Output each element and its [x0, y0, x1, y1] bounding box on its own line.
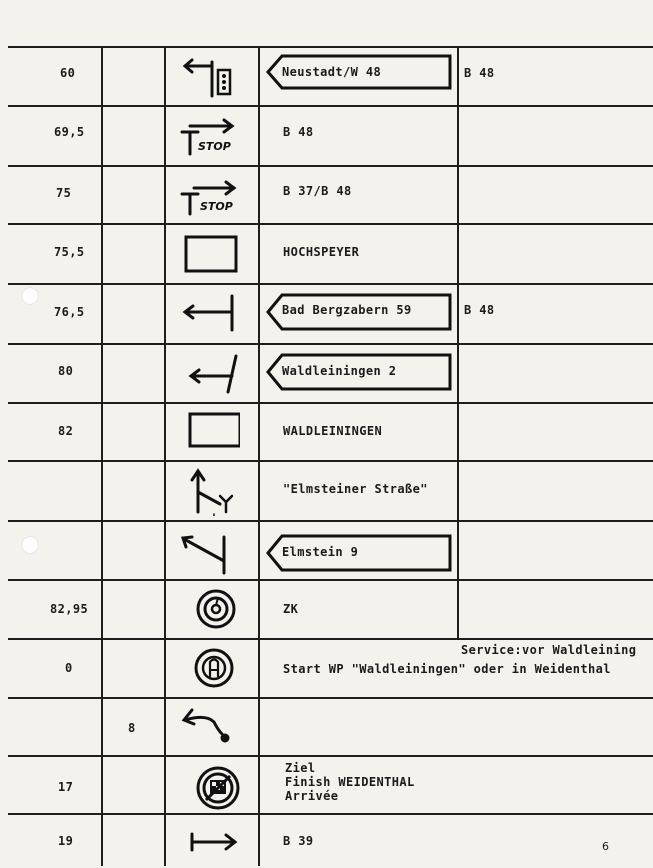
- route-text: B 39: [283, 834, 314, 848]
- km-value: 75,5: [54, 245, 85, 259]
- svg-text:STOP: STOP: [198, 140, 231, 153]
- punch-hole: [22, 537, 38, 553]
- left-turn-icon: [180, 350, 240, 400]
- straight-fork-icon: [180, 466, 240, 516]
- road-note: B 48: [464, 66, 495, 80]
- page-number: 6: [602, 840, 609, 853]
- row-divider: [8, 283, 653, 285]
- route-text: ZK: [283, 602, 299, 616]
- route-text: Ziel Finish WEIDENTHAL Arrivée: [285, 761, 415, 803]
- finish-flag-icon: [180, 760, 240, 810]
- town-sign-icon: [180, 229, 240, 279]
- km-value: 60: [60, 66, 76, 80]
- row-divider: [8, 402, 653, 404]
- right-turn-icon: [180, 818, 240, 868]
- row-divider: [8, 755, 653, 757]
- column-divider: [164, 46, 166, 866]
- route-text: B 37/B 48: [283, 184, 352, 198]
- row-divider: [8, 343, 653, 345]
- sign-label: Elmstein 9: [282, 545, 359, 559]
- town-sign-icon: [180, 408, 240, 458]
- column-divider: [457, 46, 459, 640]
- service-note: Service:vor Waldleining: [461, 643, 637, 657]
- direction-sign: [264, 53, 454, 91]
- route-text: WALDLEININGEN: [283, 424, 383, 438]
- sharp-left-icon: [180, 527, 240, 577]
- route-text: B 48: [283, 125, 314, 139]
- start-icon: [180, 642, 240, 692]
- km-value: 82,95: [50, 602, 89, 616]
- km-value: 82: [58, 424, 74, 438]
- sign-label: Neustadt/W 48: [282, 65, 382, 79]
- sign-label: Waldleiningen 2: [282, 364, 397, 378]
- row-divider: [8, 223, 653, 225]
- time-control-icon: [180, 583, 240, 633]
- partial-km: 8: [128, 721, 136, 735]
- km-value: 0: [65, 661, 73, 675]
- column-divider: [258, 46, 260, 866]
- route-text: "Elmsteiner Straße": [283, 482, 428, 496]
- row-divider: [8, 579, 653, 581]
- route-text: HOCHSPEYER: [283, 245, 360, 259]
- left-turn-icon: [180, 288, 240, 338]
- sign-label: Bad Bergzabern 59: [282, 303, 412, 317]
- km-value: 80: [58, 364, 74, 378]
- km-value: 19: [58, 834, 74, 848]
- direction-sign: [264, 532, 454, 570]
- row-divider: [8, 460, 653, 462]
- left-turn-traffic-light-icon: [180, 52, 240, 102]
- km-value: 17: [58, 780, 74, 794]
- row-divider: [8, 46, 653, 48]
- right-turn-stop-icon: [180, 170, 240, 220]
- km-value: 69,5: [54, 125, 85, 139]
- row-divider: [8, 165, 653, 167]
- hairpin-left-icon: [180, 700, 240, 750]
- svg-text:STOP: STOP: [200, 200, 233, 213]
- row-divider: [8, 520, 653, 522]
- direction-sign: [264, 352, 454, 390]
- direction-sign: [264, 291, 454, 329]
- row-divider: [8, 697, 653, 699]
- punch-hole: [22, 288, 38, 304]
- km-value: 75: [56, 186, 72, 200]
- km-value: 76,5: [54, 305, 85, 319]
- column-divider: [101, 46, 103, 866]
- road-note: B 48: [464, 303, 495, 317]
- row-divider: [8, 813, 653, 815]
- row-divider: [8, 638, 653, 640]
- right-turn-stop-icon: [180, 110, 240, 160]
- route-text: Start WP "Waldleiningen" oder in Weidenthal: [283, 662, 611, 676]
- row-divider: [8, 105, 653, 107]
